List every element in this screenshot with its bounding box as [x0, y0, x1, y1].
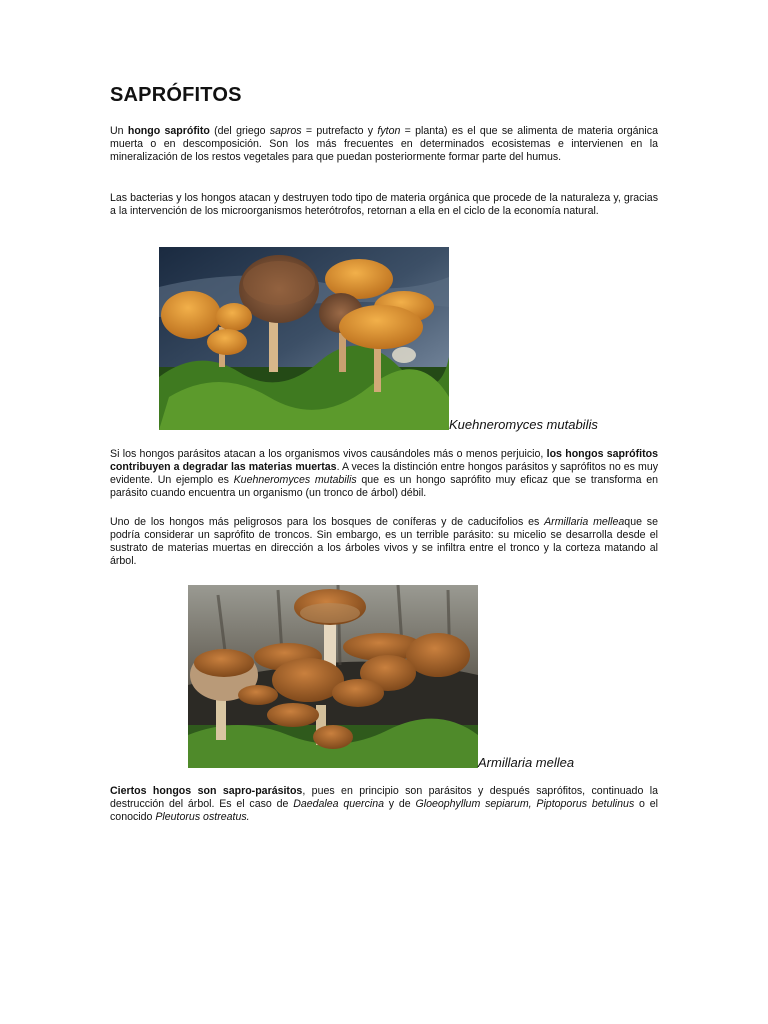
figure-armillaria — [188, 585, 574, 768]
text-run: y de — [384, 798, 416, 810]
italic-term: sapros — [269, 125, 302, 137]
text-run: = putrefacto y — [301, 125, 378, 137]
bold-term: hongo saprófito — [127, 125, 210, 137]
italic-term: Kuehneromyces mutabilis — [233, 474, 357, 486]
italic-term: Daedalea quercina — [293, 798, 384, 810]
bold-term: Ciertos hongos son sapro-parásitos — [110, 785, 303, 797]
text-run: Si los hongos parásitos atacan a los organismos vivos causándoles más o menos perjuicio, — [110, 448, 547, 460]
photo-kuehneromyces-mutabilis — [159, 247, 449, 430]
text-run: Las bacterias y los hongos atacan y destruyen todo tipo de materia orgánica que procede de la naturaleza y, gracias a la intervención de los microorganismos heterótrofos, retornan a ella en el ciclo de la economía natural. — [110, 192, 658, 217]
text-run: o el conocido — [110, 798, 658, 823]
italic-term: Armillaria mellea — [544, 516, 625, 528]
page-title: SAPRÓFITOS — [110, 84, 242, 106]
figure-kuehneromyces — [159, 247, 598, 430]
paragraph-sapro-parasites — [110, 785, 658, 824]
paragraph-saprophytes — [110, 448, 658, 500]
text-run: que se podría considerar un saprófito de troncos. Sin embargo, es un terrible parásito: su micelio se desarrolla desde el sustrato de materias muertas en dirección a los árboles vivos y se infiltra entre el tronco y la corteza matando al árbol. — [110, 516, 658, 567]
text-run: Uno de los hongos más peligrosos para los bosques de coníferas y de caducifolios es — [110, 516, 545, 528]
paragraph-bacteria — [110, 192, 658, 218]
text-run: (del griego — [209, 125, 270, 137]
text-run: que es un hongo saprófito muy eficaz que se transforma en parásito cuando encuentra un organismo (un tronco de árbol) débil. — [110, 474, 658, 499]
figure-caption: Armillaria mellea — [478, 755, 575, 770]
photo-armillaria-mellea — [188, 585, 478, 768]
italic-term: Pleutorus ostreatus. — [155, 811, 250, 823]
text-run: = planta) es el que se alimenta de materia orgánica muerta o en descomposición. Son los más frecuentes en determinados ecosistemas e intervienen en la mineralización de los restos vegetales para que puedan posteriormente formar parte del humus. — [110, 125, 658, 163]
italic-term: fyton — [377, 125, 401, 137]
text-run: Un — [110, 125, 128, 137]
paragraph-armillaria — [110, 516, 658, 568]
text-run: . A veces la distinción entre hongos parásitos y saprófitos no es muy evidente. Un ejemplo es — [110, 461, 659, 486]
paragraph-definition — [110, 125, 658, 164]
figure-caption: Kuehneromyces mutabilis — [449, 417, 598, 432]
italic-term: Gloeophyllum sepiarum, Piptoporus betulinus — [415, 798, 635, 810]
bold-term: los hongos saprófitos contribuyen a degradar las materias muertas — [110, 448, 658, 473]
text-run: , pues en principio son parásitos y después saprófitos, continuado la destrucción del árbol. Es el caso de — [110, 785, 659, 810]
